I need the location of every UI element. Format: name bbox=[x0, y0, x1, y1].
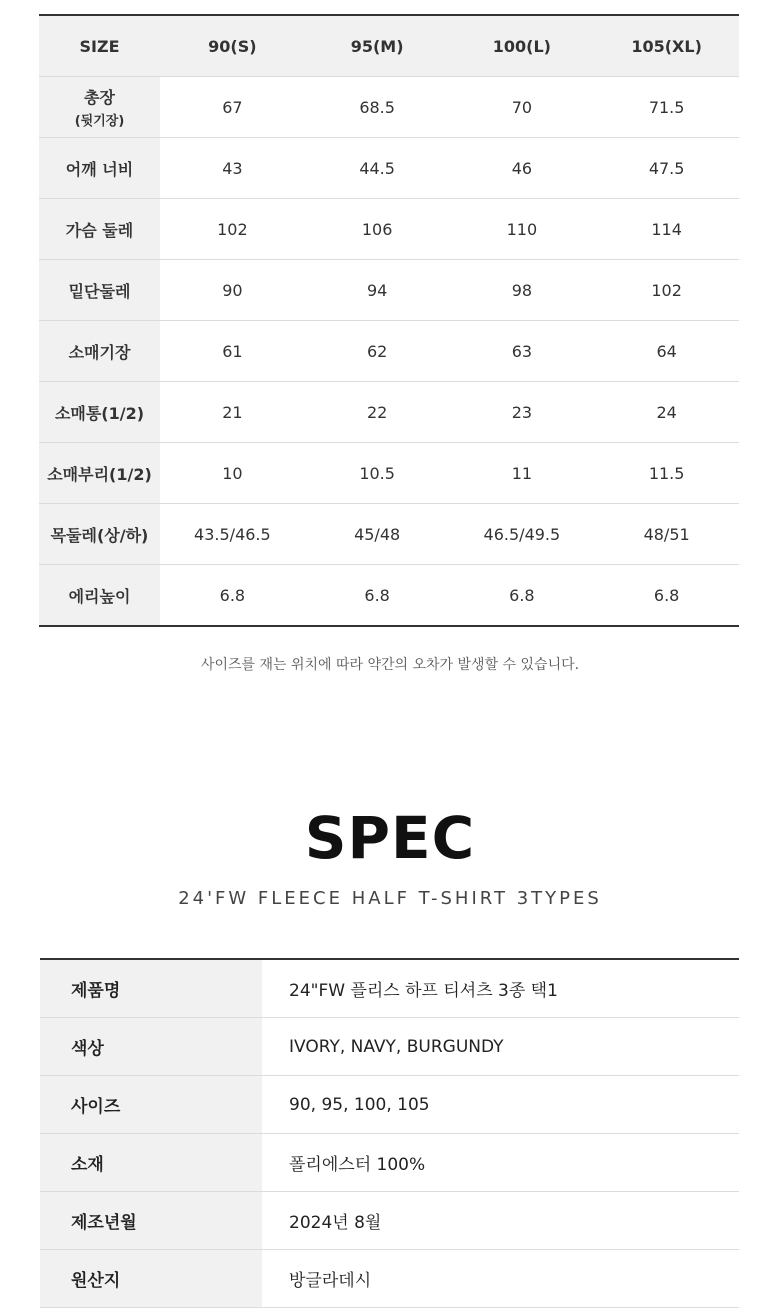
spec-value: 폴리에스터 100% bbox=[262, 1134, 739, 1192]
spec-label: 원산지 bbox=[40, 1250, 262, 1308]
table-row bbox=[39, 382, 739, 443]
table-cell: 48/51 bbox=[594, 504, 739, 565]
spec-row bbox=[40, 1018, 739, 1076]
table-cell: 46.5/49.5 bbox=[450, 504, 595, 565]
spec-label: 제품명 bbox=[40, 959, 262, 1018]
row-label bbox=[39, 77, 160, 138]
spec-label: 제조년월 bbox=[40, 1192, 262, 1250]
size-table bbox=[39, 14, 739, 627]
row-label: 소매통(1/2) bbox=[39, 382, 160, 443]
table-cell: 10.5 bbox=[305, 443, 450, 504]
row-label-main: 총장 bbox=[84, 88, 115, 107]
spec-subtitle: 24'FW FLEECE HALF T-SHIRT 3TYPES bbox=[178, 888, 602, 909]
size-header-90: 90(S) bbox=[160, 15, 305, 77]
table-cell: 45/48 bbox=[305, 504, 450, 565]
row-label: 소매부리(1/2) bbox=[39, 443, 160, 504]
table-row bbox=[39, 260, 739, 321]
table-cell: 47.5 bbox=[594, 138, 739, 199]
row-label: 소매기장 bbox=[39, 321, 160, 382]
spec-row bbox=[40, 1250, 739, 1308]
table-cell: 6.8 bbox=[364, 585, 390, 605]
table-row bbox=[39, 138, 739, 199]
table-cell: 68.5 bbox=[305, 77, 450, 138]
spec-value: 방글라데시 bbox=[262, 1250, 739, 1308]
table-row bbox=[39, 565, 739, 627]
table-cell: 114 bbox=[594, 199, 739, 260]
spec-row bbox=[40, 1076, 739, 1134]
table-cell: 6.8 bbox=[219, 585, 246, 605]
spec-row bbox=[40, 1134, 739, 1192]
table-cell: 24 bbox=[594, 382, 739, 443]
row-label: 가슴 둘레 bbox=[39, 199, 160, 260]
spec-value: 90, 95, 100, 105 bbox=[262, 1076, 739, 1134]
table-row bbox=[39, 199, 739, 260]
size-header-105: 105(XL) bbox=[594, 15, 739, 77]
row-label: 어깨 너비 bbox=[39, 138, 160, 199]
table-cell: 23 bbox=[450, 382, 595, 443]
table-cell: 63 bbox=[450, 321, 595, 382]
spec-value: IVORY, NAVY, BURGUNDY bbox=[262, 1018, 739, 1076]
row-label: 밑단둘레 bbox=[39, 260, 160, 321]
size-table-header-row bbox=[39, 15, 739, 77]
table-cell: 102 bbox=[594, 260, 739, 321]
spec-table bbox=[40, 958, 739, 1308]
table-cell: 90 bbox=[160, 260, 305, 321]
row-label: 목둘레(상/하) bbox=[39, 504, 160, 565]
table-row bbox=[39, 77, 739, 138]
table-cell: 44.5 bbox=[305, 138, 450, 199]
spec-value: 2024년 8월 bbox=[262, 1192, 739, 1250]
table-cell: 98 bbox=[450, 260, 595, 321]
table-cell: 102 bbox=[160, 199, 305, 260]
spec-label: 사이즈 bbox=[40, 1076, 262, 1134]
spec-value: 24"FW 플리스 하프 티셔츠 3종 택1 bbox=[262, 959, 739, 1018]
table-cell: 22 bbox=[305, 382, 450, 443]
table-cell: 10 bbox=[160, 443, 305, 504]
table-cell: 64 bbox=[594, 321, 739, 382]
table-cell: 43 bbox=[160, 138, 305, 199]
spec-row bbox=[40, 1192, 739, 1250]
spec-title: SPEC bbox=[304, 804, 476, 872]
spec-label: 소재 bbox=[40, 1134, 262, 1192]
table-cell: 6.8 bbox=[653, 585, 680, 605]
spec-label: 색상 bbox=[40, 1018, 262, 1076]
table-cell: 94 bbox=[305, 260, 450, 321]
table-row bbox=[39, 443, 739, 504]
row-label: 에리높이 bbox=[39, 565, 160, 627]
spec-row bbox=[40, 959, 739, 1018]
row-label-sub: (뒷기장) bbox=[74, 114, 125, 129]
size-header-95: 95(M) bbox=[305, 15, 450, 77]
table-cell: 67 bbox=[160, 77, 305, 138]
table-cell: 11 bbox=[450, 443, 595, 504]
table-row bbox=[39, 504, 739, 565]
table-cell: 46 bbox=[450, 138, 595, 199]
table-row bbox=[39, 321, 739, 382]
table-cell: 106 bbox=[305, 199, 450, 260]
table-cell: 62 bbox=[305, 321, 450, 382]
table-cell: 43.5/46.5 bbox=[160, 504, 305, 565]
size-header-label: SIZE bbox=[39, 15, 160, 77]
size-note: 사이즈를 재는 위치에 따라 약간의 오차가 발생할 수 있습니다. bbox=[200, 657, 580, 673]
table-cell: 110 bbox=[450, 199, 595, 260]
table-cell: 21 bbox=[160, 382, 305, 443]
table-cell: 70 bbox=[450, 77, 595, 138]
table-cell: 11.5 bbox=[594, 443, 739, 504]
table-cell: 71.5 bbox=[594, 77, 739, 138]
table-cell: 61 bbox=[160, 321, 305, 382]
table-cell: 6.8 bbox=[509, 585, 535, 605]
size-header-100: 100(L) bbox=[450, 15, 595, 77]
